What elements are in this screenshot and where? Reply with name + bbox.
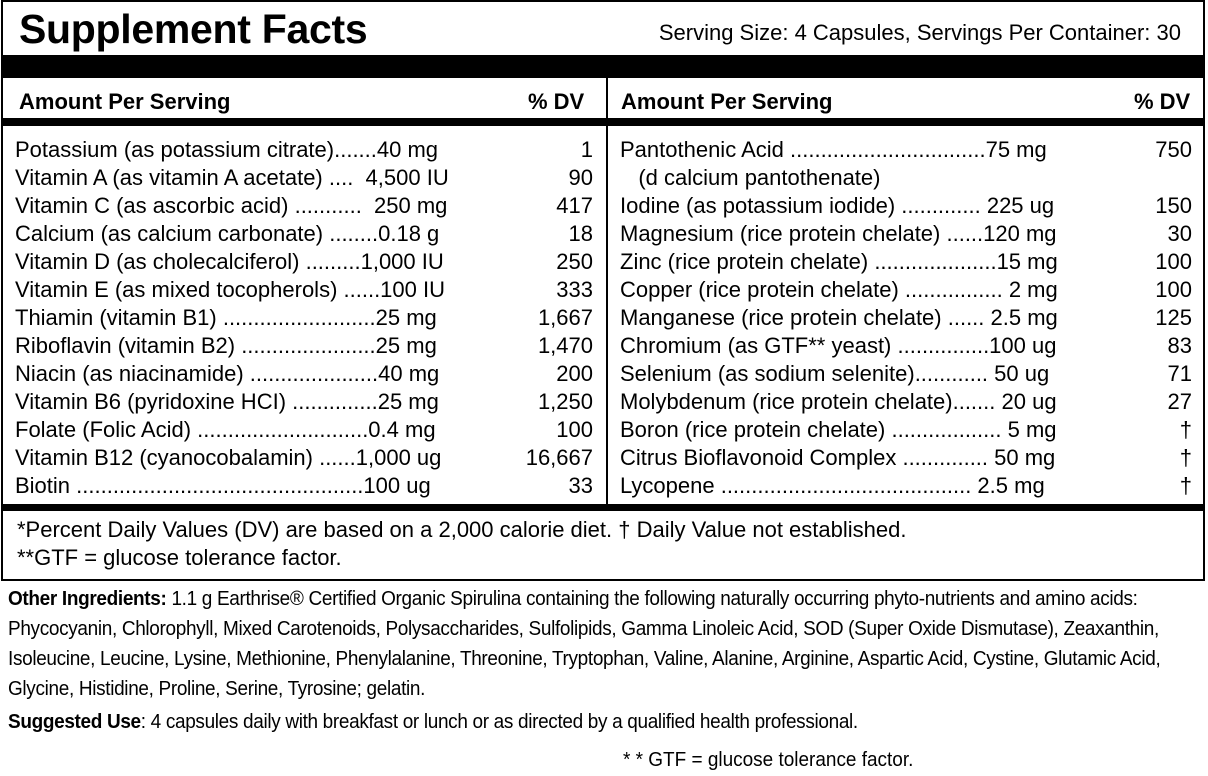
nutrient-dv: 1: [580, 137, 593, 162]
serving-info: Serving Size: 4 Capsules, Servings Per Container: 30: [658, 20, 1181, 45]
nutrient-dv: 83: [1167, 333, 1192, 358]
nutrient-row: [620, 136, 1195, 164]
nutrient-row: [15, 136, 595, 164]
nutrient-name: Citrus Bioflavonoid Complex .............. 50 mg: [620, 445, 1056, 470]
nutrient-name: Selenium (as sodium selenite)............ 50 ug: [620, 361, 1050, 386]
nutrient-name: Chromium (as GTF** yeast) ...............100 ug: [620, 333, 1057, 358]
gtf-note: * * GTF = glucose tolerance factor.: [623, 749, 914, 771]
nutrient-row: [620, 332, 1195, 360]
nutrient-name: Magnesium (rice protein chelate) ......120 mg: [620, 221, 1057, 246]
nutrient-row: [15, 220, 595, 248]
nutrient-row: [620, 444, 1195, 472]
nutrient-dv: †: [1179, 417, 1192, 442]
nutrient-name: Copper (rice protein chelate) ................ 2 mg: [620, 277, 1058, 302]
nutrient-dv: 100: [556, 417, 593, 442]
nutrient-name: Vitamin C (as ascorbic acid) ........... 250 mg: [15, 193, 448, 218]
nutrient-row: [15, 416, 595, 444]
nutrient-dv: 18: [568, 221, 593, 246]
nutrient-dv: 90: [568, 165, 593, 190]
nutrient-name: Lycopene ......................................... 2.5 mg: [620, 473, 1045, 498]
nutrient-row: [620, 472, 1195, 500]
nutrient-dv: †: [1179, 473, 1192, 498]
nutrient-dv: 750: [1155, 137, 1192, 162]
nutrient-name: Vitamin D (as cholecalciferol) .........1,000 IU: [15, 249, 444, 274]
nutrient-name: Vitamin A (as vitamin A acetate) .... 4,500 IU: [15, 165, 449, 190]
other-ingredients-text: 1.1 g Earthrise® Certified Organic Spirulina containing the following naturally occurring phyto-nutrients and amino acids: Phycocyanin, Chlorophyll, Mixed Carotenoids, Polysaccharides, Sulfolipids, Gamma Linoleic Acid, SOD (Super Oxide Dismutase), Zeaxanthin, Isoleucine, Leucine, Lysine, Methionine, Phenylalanine, Threonine, Tryptophan, Valine, Alanine, Arginine, Aspartic Acid, Cystine, Glutamic Acid, Glycine, Histidine, Proline, Serine, Tyrosine; gelatin.: [8, 588, 1161, 700]
top-black-bar: [3, 55, 1203, 78]
nutrient-row: [620, 416, 1195, 444]
right-dv-header: % DV: [1134, 89, 1191, 114]
dv-footnote: *Percent Daily Values (DV) are based on a 2,000 calorie diet. † Daily Value not established.: [17, 517, 907, 542]
nutrient-name: Zinc (rice protein chelate) ....................15 mg: [620, 249, 1058, 274]
nutrient-row: [620, 276, 1195, 304]
nutrient-row: [15, 248, 595, 276]
nutrient-dv: 125: [1155, 305, 1192, 330]
nutrient-dv: 417: [556, 193, 593, 218]
other-ingredients-label: Other Ingredients:: [8, 588, 167, 610]
nutrient-dv: 100: [1155, 277, 1192, 302]
nutrient-name: Calcium (as calcium carbonate) ........0.18 g: [15, 221, 440, 246]
nutrient-row: [15, 304, 595, 332]
suggested-use-text: : 4 capsules daily with breakfast or lunch or as directed by a qualified health professional.: [140, 711, 858, 733]
nutrient-name: Pantothenic Acid ................................75 mg: [620, 137, 1047, 162]
suggested-use-label: Suggested Use: [8, 711, 141, 733]
nutrient-row: [620, 164, 1195, 192]
nutrient-dv: 1,470: [537, 333, 593, 358]
left-dv-header: % DV: [528, 89, 585, 114]
nutrient-name: Manganese (rice protein chelate) ...... 2.5 mg: [620, 305, 1058, 330]
nutrient-row: [15, 276, 595, 304]
nutrient-dv: 150: [1155, 193, 1192, 218]
nutrient-name: Niacin (as niacinamide) .....................40 mg: [15, 361, 440, 386]
footnotes: [17, 516, 906, 572]
nutrient-dv: †: [1179, 445, 1192, 470]
nutrient-name: Thiamin (vitamin B1) .........................25 mg: [15, 305, 437, 330]
nutrient-name: Molybdenum (rice protein chelate)....... 20 ug: [620, 389, 1057, 414]
nutrient-name: Vitamin B12 (cyanocobalamin) ......1,000 ug: [15, 445, 442, 470]
nutrient-dv: 333: [556, 277, 593, 302]
nutrient-dv: 71: [1167, 361, 1192, 386]
nutrient-row: [15, 164, 595, 192]
nutrient-name: Biotin ...............................................100 ug: [15, 473, 431, 498]
supplement-facts-panel: [1, 0, 1205, 581]
nutrient-row: [620, 192, 1195, 220]
nutrient-dv: 1,667: [537, 305, 593, 330]
panel-title: Supplement Facts: [19, 6, 368, 52]
nutrient-name: Vitamin E (as mixed tocopherols) ......100 IU: [15, 277, 445, 302]
right-nutrient-list: [620, 136, 1195, 500]
nutrient-dv: 27: [1167, 389, 1192, 414]
nutrient-row: [15, 472, 595, 500]
suggested-use: [8, 707, 858, 737]
nutrient-dv: 33: [568, 473, 593, 498]
other-ingredients: [8, 584, 1203, 704]
right-amount-header: Amount Per Serving: [621, 89, 833, 114]
left-amount-header: Amount Per Serving: [19, 89, 231, 114]
nutrient-name: Boron (rice protein chelate) .................. 5 mg: [620, 417, 1057, 442]
nutrient-row: [620, 248, 1195, 276]
header-rule: [3, 118, 1203, 126]
nutrient-row: [620, 388, 1195, 416]
nutrient-row: [15, 332, 595, 360]
nutrient-row: [620, 304, 1195, 332]
nutrient-dv: 250: [556, 249, 593, 274]
nutrient-dv: 30: [1167, 221, 1192, 246]
nutrient-row: [620, 360, 1195, 388]
nutrient-name: Riboflavin (vitamin B2) ......................25 mg: [15, 333, 437, 358]
nutrient-name: (d calcium pantothenate): [620, 165, 881, 190]
nutrient-row: [15, 444, 595, 472]
nutrient-name: Iodine (as potassium iodide) ............. 225 ug: [620, 193, 1055, 218]
nutrient-name: Potassium (as potassium citrate).......40 mg: [15, 137, 439, 162]
nutrient-row: [15, 388, 595, 416]
gtf-footnote: **GTF = glucose tolerance factor.: [17, 545, 342, 570]
bottom-rule: [3, 504, 1203, 511]
nutrient-row: [15, 360, 595, 388]
nutrient-dv: 1,250: [537, 389, 593, 414]
nutrient-dv: 16,667: [525, 445, 593, 470]
nutrient-name: Vitamin B6 (pyridoxine HCI) ..............25 mg: [15, 389, 439, 414]
nutrient-dv: 100: [1155, 249, 1192, 274]
nutrient-row: [15, 192, 595, 220]
nutrient-name: Folate (Folic Acid) ............................0.4 mg: [15, 417, 436, 442]
nutrient-row: [620, 220, 1195, 248]
left-nutrient-list: [15, 136, 595, 500]
column-divider: [606, 78, 608, 504]
nutrient-dv: 200: [556, 361, 593, 386]
